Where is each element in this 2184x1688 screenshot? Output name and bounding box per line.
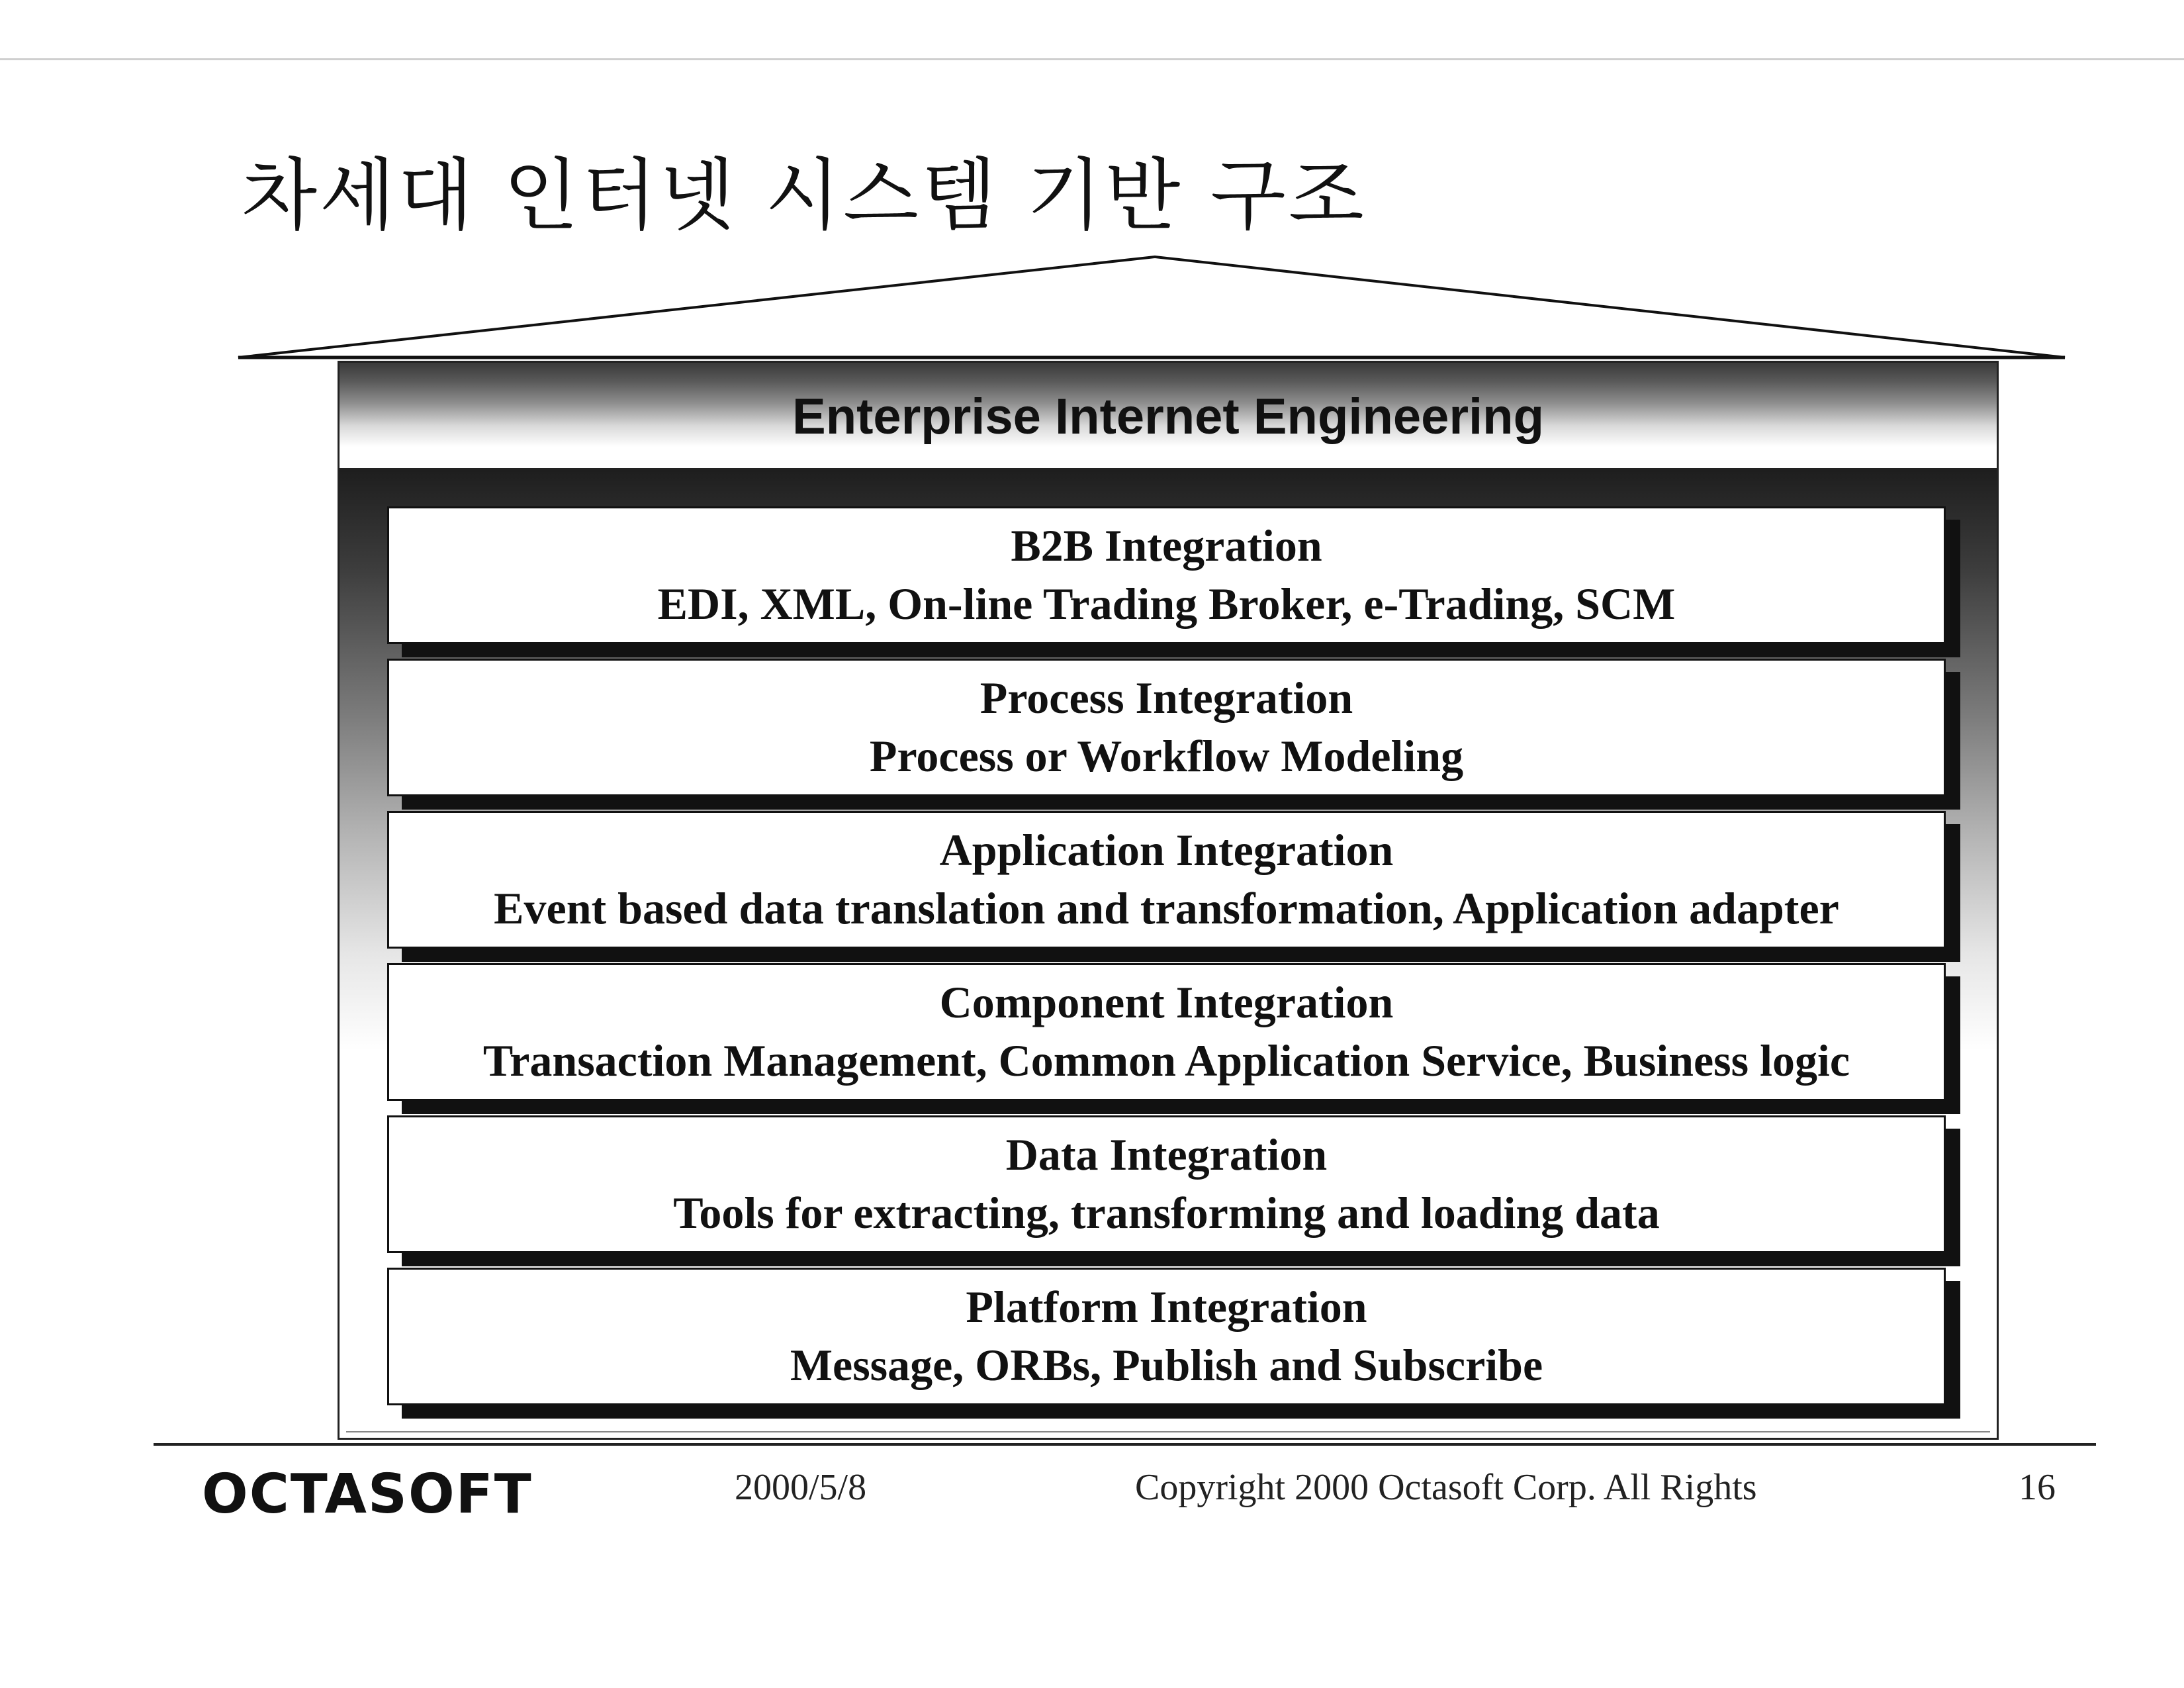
layer-title: Component Integration xyxy=(939,977,1394,1027)
layer-description: Tools for extracting, transforming and loading data xyxy=(673,1188,1660,1238)
layer-title: B2B Integration xyxy=(1011,520,1322,571)
layer-b2b-integration xyxy=(387,506,1946,644)
layer-description: Event based data translation and transformation, Application adapter xyxy=(494,883,1839,933)
layer-application-integration xyxy=(387,811,1946,949)
slide-title: 차세대 인터넷 시스템 기반 구조 xyxy=(242,150,1367,241)
layer-platform-integration xyxy=(387,1268,1946,1405)
frame-base-line xyxy=(346,1431,1990,1432)
layer-description: Message, ORBs, Publish and Subscribe xyxy=(790,1340,1543,1390)
architecture-banner xyxy=(338,361,1999,470)
company-logo: OCTASOFT xyxy=(202,1463,533,1526)
roof-outline xyxy=(0,0,2184,371)
layer-title: Data Integration xyxy=(1005,1129,1328,1180)
page-number: 16 xyxy=(2019,1467,2056,1508)
layer-title: Process Integration xyxy=(979,673,1353,723)
layer-component-integration xyxy=(387,963,1946,1101)
layer-description: Transaction Management, Common Application Service, Business logic xyxy=(482,1035,1850,1086)
layer-title: Platform Integration xyxy=(966,1282,1367,1332)
layer-process-integration xyxy=(387,659,1946,796)
banner-title: Enterprise Internet Engineering xyxy=(792,389,1544,445)
footer-rule xyxy=(154,1443,2096,1446)
footer-copyright: Copyright 2000 Octasoft Corp. All Rights xyxy=(1135,1467,1757,1508)
layer-data-integration xyxy=(387,1115,1946,1253)
layer-title: Application Integration xyxy=(939,825,1394,875)
footer-date: 2000/5/8 xyxy=(735,1467,867,1508)
layer-description: EDI, XML, On-line Trading Broker, e-Trading, SCM xyxy=(657,579,1676,629)
layer-description: Process or Workflow Modeling xyxy=(869,731,1464,781)
